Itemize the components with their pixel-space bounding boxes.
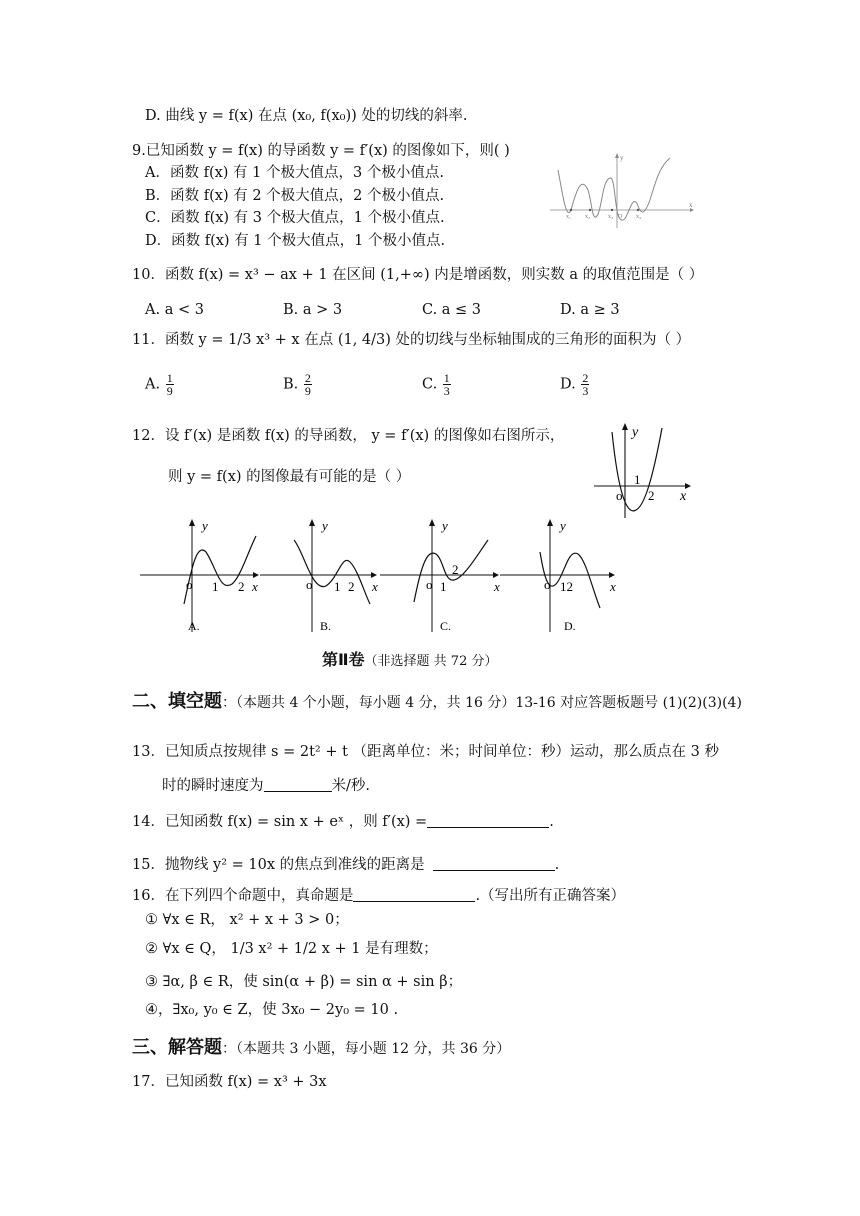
q8-option-d: D. 曲线 y = f(x) 在点 (x₀, f(x₀)) 处的切线的斜率. xyxy=(145,108,468,124)
q15-end: . xyxy=(554,857,560,873)
graph-letter: C. xyxy=(440,619,452,633)
q12-graph-a xyxy=(140,518,259,633)
q15-answer-blank[interactable] xyxy=(433,856,555,871)
tick-x: x xyxy=(252,579,258,594)
q10-option-c: C. a ≤ 3 xyxy=(422,302,482,318)
part2-heading xyxy=(322,650,498,672)
tick-x: x xyxy=(494,579,500,594)
q12-graph-y-label: y xyxy=(632,425,639,440)
fraction: $\frac{2}{9}$ xyxy=(304,371,311,398)
q9-stem: 9.已知函数 y = f(x) 的导函数 y = f′(x) 的图像如下，则( ) xyxy=(132,143,510,159)
q11-option-a xyxy=(145,372,175,397)
graph-y-label: y xyxy=(442,518,448,533)
q12-option-graphs xyxy=(136,512,626,636)
q10-stem: 10．函数 f(x) = x³ − ax + 1 在区间 (1,+∞) 内是增函数，则实数 a 的取值范围是（ ） xyxy=(132,267,704,283)
q9-graph-x1: x₁ xyxy=(566,214,572,220)
tick-x: x xyxy=(610,579,616,594)
tick-o: o xyxy=(186,577,193,592)
section3-heading xyxy=(132,1038,510,1059)
q12-derivative-graph xyxy=(592,420,702,520)
section3-note: ：（本题共 3 小题，每小题 12 分，共 36 分） xyxy=(222,1041,511,1057)
section2-title: 二、填空题 xyxy=(132,691,222,712)
tick-2: 2 xyxy=(348,579,355,594)
q12-graph-c xyxy=(380,518,500,633)
q16-prop-1: ① ∀x ∈ R， x² + x + 3 > 0； xyxy=(145,912,349,928)
fraction: $\frac{1}{3}$ xyxy=(443,371,450,398)
q13-answer-blank[interactable] xyxy=(264,777,332,792)
q12-graph-two: 2 xyxy=(648,488,655,503)
q9-graph-origin: O xyxy=(618,214,623,220)
q10-option-b: B. a > 3 xyxy=(283,302,343,318)
tick-2: 2 xyxy=(452,562,459,577)
q16-prop-4: ④，∃x₀, y₀ ∈ Z，使 3x₀ − 2y₀ = 10 . xyxy=(145,1002,399,1018)
tick-o: o xyxy=(544,577,551,592)
q16-answer-blank[interactable] xyxy=(353,887,475,902)
q16-prop-2: ② ∀x ∈ Q， 1/3 x² + 1/2 x + 1 是有理数； xyxy=(145,941,438,957)
q9-derivative-graph xyxy=(548,150,698,230)
q9-graph-x-label: x xyxy=(689,201,693,209)
graph-letter: B. xyxy=(320,619,332,633)
part2-note: （非选择题 共 72 分） xyxy=(364,654,498,669)
q12-stem-2: 则 y = f(x) 的图像最有可能的是（ ） xyxy=(168,469,411,485)
q12-graph-x-label: x xyxy=(680,489,687,504)
q14-answer-blank[interactable] xyxy=(427,813,549,828)
q17-stem: 17．已知函数 f(x) = x³ + 3x xyxy=(132,1074,327,1090)
fraction: $\frac{2}{3}$ xyxy=(582,371,589,398)
q16-stem: 16．在下列四个命题中，真命题是 xyxy=(132,888,354,904)
q9-graph-x4: x₄ xyxy=(636,214,642,220)
q11-stem: 11．函数 y = 1/3 x³ + x 在点 (1, 4/3) 处的切线与坐标轴围成的三角形的面积为（ ） xyxy=(132,332,691,348)
q11-option-c xyxy=(422,372,452,397)
tick-12: 12 xyxy=(560,579,573,594)
q12-stem-1: 12．设 f′(x) 是函数 f(x) 的导函数， y = f′(x) 的图像如右图所示， xyxy=(132,428,565,444)
q12-graph-origin: o xyxy=(616,488,623,503)
section2-note: ：（本题共 4 个小题，每小题 4 分，共 16 分）13-16 对应答题板题号 (1)(2)(3)(4) xyxy=(222,695,742,711)
q9-graph-x2: x₂ xyxy=(585,214,591,220)
q11-option-b xyxy=(283,372,313,397)
q14-stem: 14．已知函数 f(x) = sin x + eˣ ，则 f′(x) = xyxy=(132,814,428,830)
tick-o: o xyxy=(426,577,433,592)
q15-stem: 15．抛物线 y² = 10x 的焦点到准线的距离是 xyxy=(132,857,425,873)
fraction: $\frac{1}{9}$ xyxy=(166,371,173,398)
tick-1: 1 xyxy=(440,579,447,594)
q11-option-d xyxy=(560,372,590,397)
section3-title: 三、解答题 xyxy=(132,1037,222,1058)
option-label: C. xyxy=(422,376,438,393)
q16 xyxy=(132,886,625,906)
q12-graph-b xyxy=(260,518,378,633)
q13-text-a: 时的瞬时速度为 xyxy=(162,778,264,794)
tick-x: x xyxy=(372,579,378,594)
q9-option-a: A．函数 f(x) 有 1 个极大值点，3 个极小值点. xyxy=(145,165,444,181)
q9-option-c: C．函数 f(x) 有 3 个极大值点，1 个极小值点. xyxy=(145,210,445,226)
option-label: D. xyxy=(560,376,576,393)
tick-1: 1 xyxy=(334,579,341,594)
q12-graph-d xyxy=(500,518,616,633)
q10-option-a: A. a < 3 xyxy=(145,302,204,318)
part2-title: 第Ⅱ卷 xyxy=(322,650,365,669)
q13-line2 xyxy=(162,776,370,796)
section2-heading xyxy=(132,692,742,713)
option-label: A. xyxy=(145,376,161,393)
q9-graph-y-label: y xyxy=(620,154,624,162)
q14-end: . xyxy=(549,814,554,830)
graph-y-label: y xyxy=(202,518,208,533)
q12-graph-one: 1 xyxy=(634,472,641,487)
graph-letter: A. xyxy=(188,619,200,633)
q15 xyxy=(132,855,559,875)
q16-prop-3: ③ ∃α, β ∈ R，使 sin(α + β) = sin α + sin β； xyxy=(145,974,463,990)
tick-o: o xyxy=(306,577,313,592)
option-label: B. xyxy=(283,376,299,393)
tick-1: 1 xyxy=(212,579,219,594)
q13-line1: 13．已知质点按规律 s = 2t² + t （距离单位：米；时间单位：秒）运动，那么质点在 3 秒 xyxy=(132,744,719,760)
q14 xyxy=(132,812,554,832)
tick-2: 2 xyxy=(238,579,245,594)
q10-option-d: D. a ≥ 3 xyxy=(560,302,620,318)
graph-letter: D. xyxy=(564,619,576,633)
q13-text-b: 米/秒. xyxy=(331,778,370,794)
q9-option-d: D．函数 f(x) 有 1 个极大值点，1 个极小值点. xyxy=(145,233,446,249)
graph-y-label: y xyxy=(322,518,328,533)
q16-end: .（写出所有正确答案） xyxy=(475,888,626,904)
q9-option-b: B．函数 f(x) 有 2 个极大值点，2 个极小值点. xyxy=(145,188,445,204)
q9-graph-x3: x₃ xyxy=(608,214,614,220)
graph-y-label: y xyxy=(560,518,566,533)
